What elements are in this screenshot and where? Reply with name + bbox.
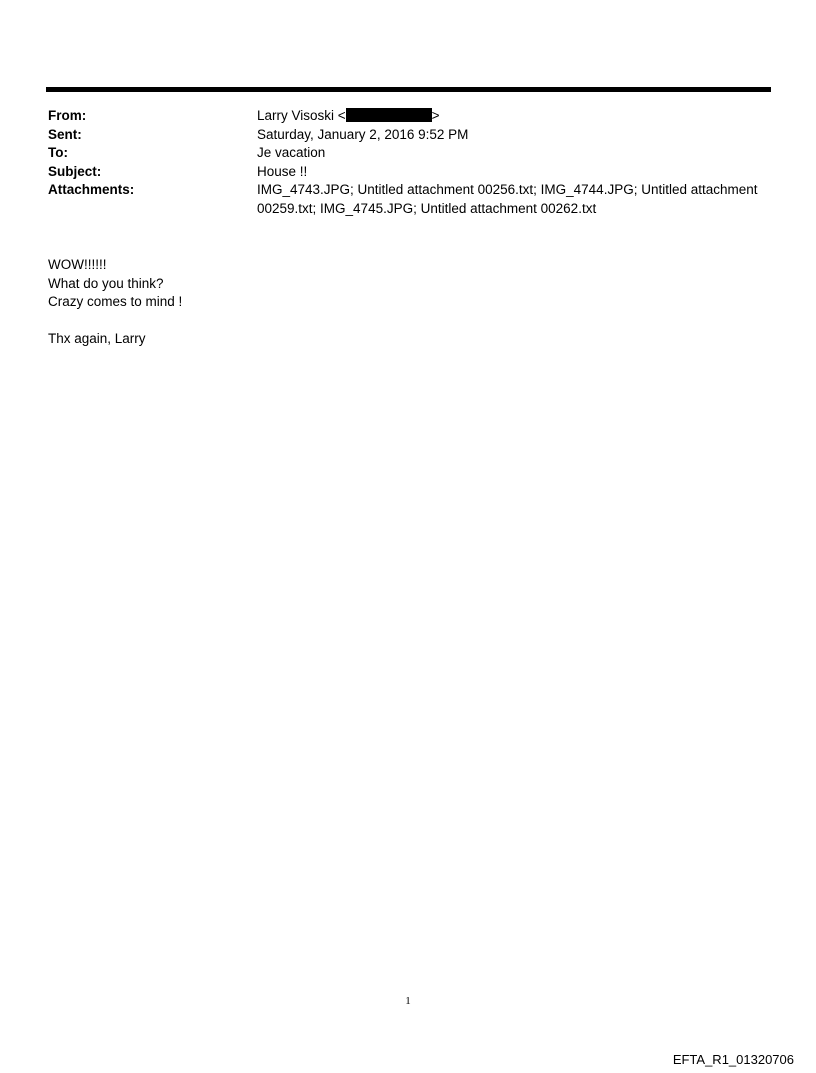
sent-row <box>48 126 768 145</box>
from-suffix: > <box>431 108 440 123</box>
to-value: Je vacation <box>257 145 326 160</box>
body-line: Crazy comes to mind ! <box>48 294 183 309</box>
from-row <box>48 107 768 126</box>
to-row <box>48 144 768 163</box>
from-value <box>257 107 768 126</box>
email-headers <box>48 107 768 218</box>
sent-value: Saturday, January 2, 2016 9:52 PM <box>257 126 469 142</box>
paragraph-gap <box>48 312 748 330</box>
body-signoff: Thx again, Larry <box>48 330 146 346</box>
subject-value: House !! <box>257 163 308 179</box>
subject-label: Subject: <box>48 163 102 179</box>
from-label: From: <box>48 108 87 123</box>
attachments-row <box>48 181 768 218</box>
header-divider <box>46 87 771 92</box>
attachments-label: Attachments: <box>48 182 135 197</box>
body-line: What do you think? <box>48 275 164 291</box>
body-line: WOW!!!!!! <box>48 257 107 272</box>
attachments-value: IMG_4743.JPG; Untitled attachment 00256.txt; IMG_4744.JPG; Untitled attachment 00259.txt; IMG_4745.JPG; Untitled attachment 00262.txt <box>257 182 758 216</box>
document-id: EFTA_R1_01320706 <box>672 1052 794 1067</box>
redaction-block <box>346 108 432 122</box>
email-body <box>48 256 748 348</box>
page-number: 1 <box>405 995 411 1007</box>
from-name: Larry Visoski < <box>257 108 346 123</box>
sent-label: Sent: <box>48 126 82 142</box>
subject-row <box>48 163 768 182</box>
to-label: To: <box>48 145 68 160</box>
